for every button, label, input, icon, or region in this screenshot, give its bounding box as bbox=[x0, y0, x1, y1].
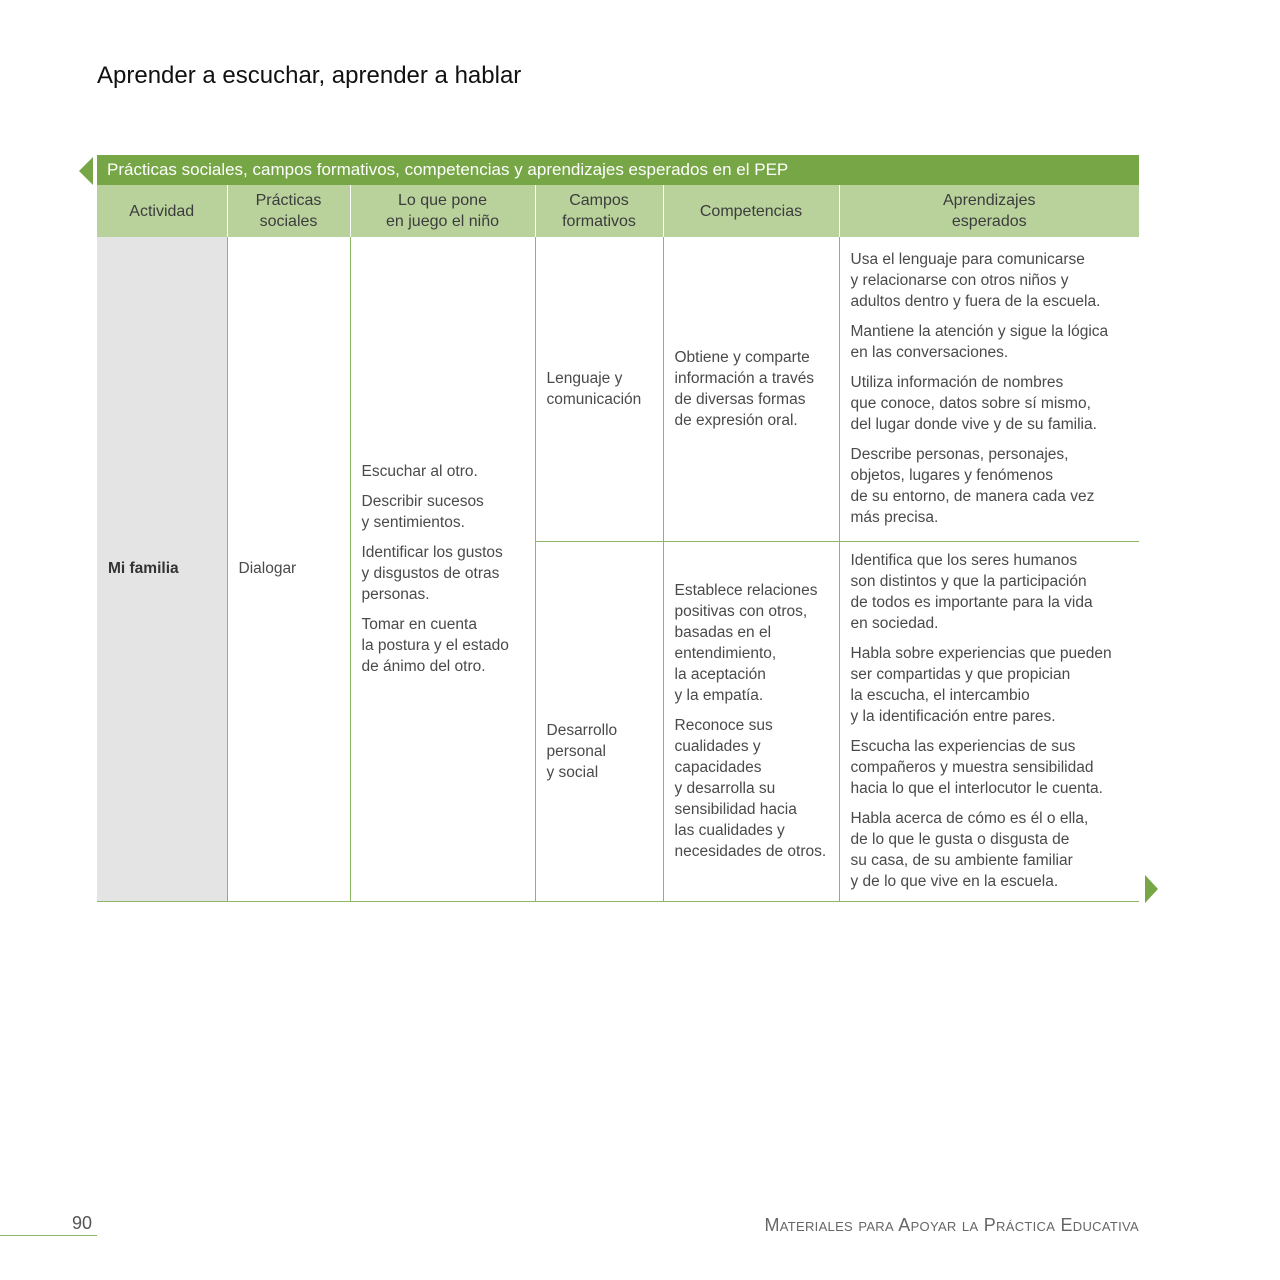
page-number: 90 bbox=[72, 1213, 93, 1233]
list-item: Usa el lenguaje para comunicarse y relacionarse con otros niños y adultos dentro y fuera de la escuela. bbox=[850, 251, 1101, 311]
header-row bbox=[97, 185, 1139, 237]
header-competencias: Competencias bbox=[663, 185, 839, 237]
list-item: Reconoce sus cualidades y capacidades y desarrolla su sensibilidad hacia las cualidades y necesidades de otros. bbox=[674, 717, 827, 860]
activity-cell: Mi familia bbox=[97, 237, 227, 901]
triangle-left-icon bbox=[79, 157, 93, 185]
header-practicas-sociales: Prácticas sociales bbox=[227, 185, 350, 237]
campo-cell: Lenguaje y comunicación bbox=[535, 237, 663, 541]
aprendizajes-cell bbox=[839, 541, 1139, 901]
list-item: Establece relaciones positivas con otros, basadas en el entendimiento, la aceptación y la empatía. bbox=[674, 582, 818, 704]
footer-divider bbox=[0, 1235, 97, 1236]
competencias-cell bbox=[663, 237, 839, 541]
list-item: Describir sucesos y sentimientos. bbox=[361, 492, 484, 531]
aprendizajes-cell bbox=[839, 237, 1139, 541]
table-caption: Prácticas sociales, campos formativos, competencias y aprendizajes esperados en el PEP bbox=[97, 155, 1139, 185]
list-item: Identifica que los seres humanos son distintos y que la participación de todos es importante para la vida en sociedad. bbox=[850, 552, 1093, 632]
competencias-cell bbox=[663, 541, 839, 901]
header-actividad: Actividad bbox=[97, 185, 227, 237]
header-aprendizajes: Aprendizajes esperados bbox=[839, 185, 1139, 237]
footer-title: Materiales para Apoyar la Práctica Educativa bbox=[764, 1215, 1139, 1235]
list-item: Obtiene y comparte información a través de diversas formas de expresión oral. bbox=[674, 348, 815, 429]
list-item: Describe personas, personajes, objetos, lugares y fenómenos de su entorno, de manera cada vez más precisa. bbox=[850, 446, 1095, 527]
table-row bbox=[97, 237, 1139, 541]
list-item: Tomar en cuenta la postura y el estado de ánimo del otro. bbox=[361, 615, 509, 675]
pone-en-juego-cell bbox=[350, 237, 535, 901]
list-item: Utiliza información de nombres que conoce, datos sobre sí mismo, del lugar donde vive y de su familia. bbox=[850, 374, 1097, 434]
list-item: Identificar los gustos y disgustos de otras personas. bbox=[361, 543, 503, 603]
list-item: Escucha las experiencias de sus compañeros y muestra sensibilidad hacia lo que el interlocutor le cuenta. bbox=[850, 738, 1103, 797]
practica-cell: Dialogar bbox=[227, 237, 350, 901]
pep-table bbox=[97, 155, 1139, 902]
list-item: Habla acerca de cómo es él o ella, de lo que le gusta o disgusta de su casa, de su ambiente familiar y de lo que vive en la escuela. bbox=[850, 810, 1089, 890]
campo-cell: Desarrollo personal y social bbox=[535, 541, 663, 901]
list-item: Mantiene la atención y sigue la lógica en las conversaciones. bbox=[850, 323, 1109, 362]
header-lo-que-pone: Lo que pone en juego el niño bbox=[350, 185, 535, 237]
list-item: Habla sobre experiencias que pueden ser compartidas y que propician la escucha, el intercambio y la identificación entre pares. bbox=[850, 645, 1112, 725]
triangle-right-icon bbox=[1145, 875, 1158, 903]
page-title: Aprender a escuchar, aprender a hablar bbox=[97, 62, 522, 89]
table-grid bbox=[97, 185, 1139, 902]
header-campos-formativos: Campos formativos bbox=[535, 185, 663, 237]
list-item: Escuchar al otro. bbox=[361, 462, 478, 480]
